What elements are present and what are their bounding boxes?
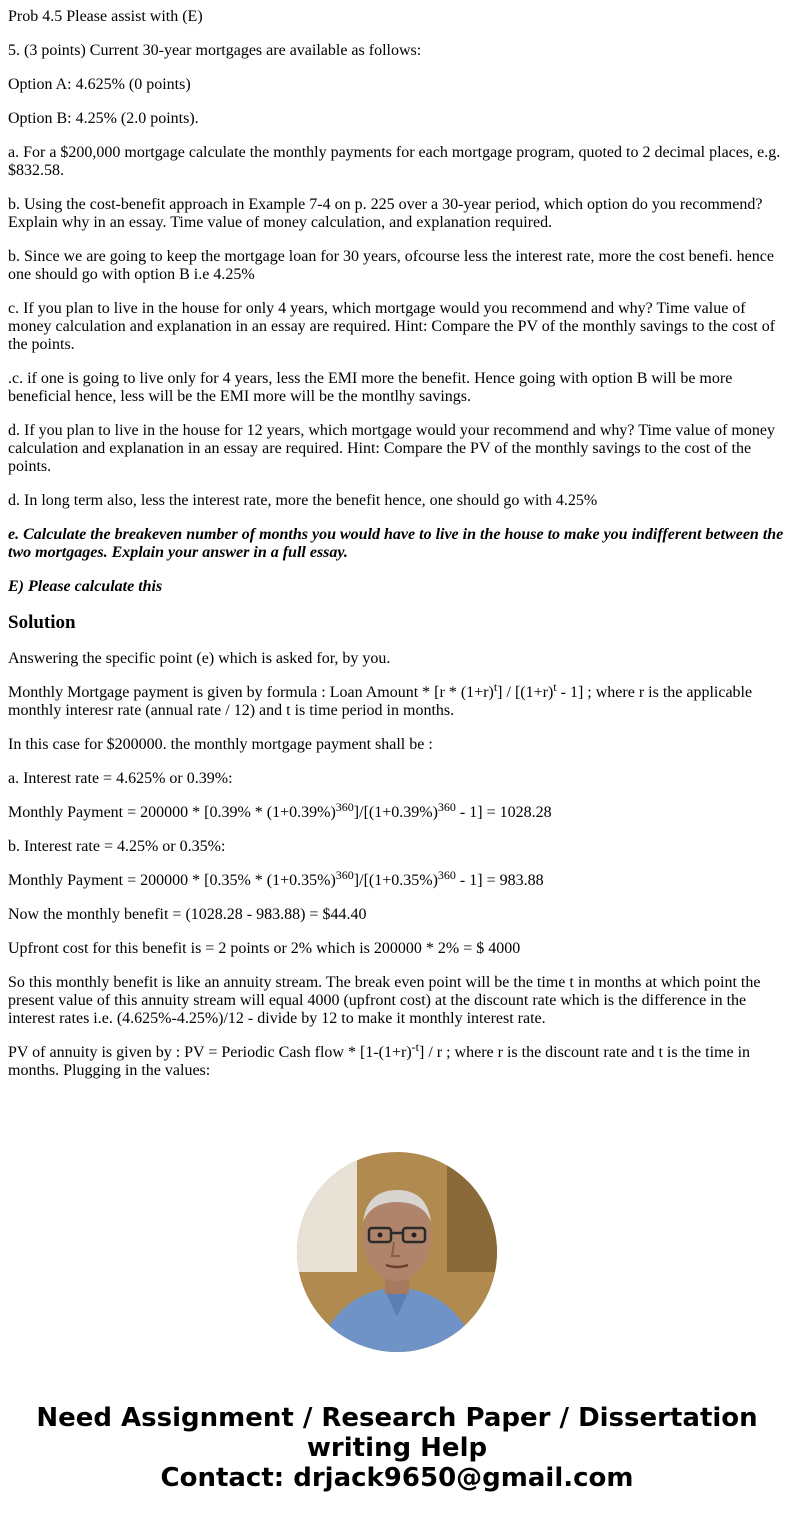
option-b: Option B: 4.25% (2.0 points).	[8, 110, 199, 127]
formula-exponent-2: t	[553, 680, 557, 694]
question-b: b. Using the cost-benefit approach in Example 7-4 on p. 225 over a 30-year period, which option do you recommend? Explain why in an essay. Time value of money calculation, and explanation required.	[8, 196, 763, 231]
problem-title: Prob 4.5 Please assist with (E)	[8, 8, 203, 25]
formula-exponent-1: t	[493, 680, 498, 694]
payment-b-exponent-2: 360	[437, 868, 456, 882]
payment-a-text-c: - 1] = 1028.28	[455, 804, 552, 821]
monthly-benefit: Now the monthly benefit = (1028.28 - 983.88) = $44.40	[8, 906, 367, 923]
payment-a-text-b: ]/[(1+0.39%)	[353, 804, 438, 821]
formula-text-b: ] / [(1+r)	[497, 684, 554, 701]
payment-b-text-a: Monthly Payment = 200000 * [0.35% * (1+0.35%)	[8, 872, 336, 889]
annuity-explanation: So this monthly benefit is like an annuity stream. The break even point will be the time t in months at which point the present value of this annuity stream will equal 4000 (upfront cost) at the discount rate which is the difference in the interest rates i.e. (4.625%-4.25%)/12 - divide by 12 to make it monthly interest rate.	[8, 974, 761, 1027]
pv-text-a: PV of annuity is given by : PV = Periodic Cash flow * [1-(1+r)	[8, 1044, 412, 1061]
question-a: a. For a $200,000 mortgage calculate the monthly payments for each mortgage program, quoted to 2 decimal places, e.g. $832.58.	[8, 144, 781, 179]
solution-intro: Answering the specific point (e) which is asked for, by you.	[8, 650, 391, 667]
pv-exponent: -t	[411, 1040, 419, 1054]
formula-paragraph	[8, 680, 786, 720]
payment-b-exponent-1: 360	[335, 868, 354, 882]
question-e: e. Calculate the breakeven number of months you would have to live in the house to make you indifferent between the two mortgages. Explain your answer in a full essay.	[8, 526, 784, 561]
payment-b-text-c: - 1] = 983.88	[455, 872, 544, 889]
question-d: d. If you plan to live in the house for 12 years, which mortgage would your recommend and why? Time value of money calculation and explanation in an essay are required. Hint: Compare the PV of the monthly savings to the cost of the points.	[8, 422, 775, 475]
avatar-illustration	[297, 1152, 497, 1352]
door-frame	[447, 1162, 497, 1272]
pv-formula	[8, 1040, 786, 1080]
rate-a: a. Interest rate = 4.625% or 0.39%:	[8, 770, 233, 787]
question-c: c. If you plan to live in the house for only 4 years, which mortgage would you recommend and why? Time value of money calculation and explanation in an essay are required. Hint: Compare the PV of the monthly savings to the cost of the points.	[8, 300, 776, 353]
formula-text-a: Monthly Mortgage payment is given by formula : Loan Amount * [r * (1+r)	[8, 684, 494, 701]
payment-a-exponent-1: 360	[335, 800, 354, 814]
footer-contact: Contact: drjack9650@gmail.com	[160, 1463, 634, 1493]
payment-a-exponent-2: 360	[437, 800, 456, 814]
document-body	[8, 8, 786, 1096]
request-e: E) Please calculate this	[8, 578, 163, 595]
formula-text-c: - 1] ; where r is the applicable monthly interesr rate (annual rate / 12) and t is time period in months.	[8, 684, 753, 719]
light-wall-panel	[297, 1152, 357, 1272]
solution-heading: Solution	[8, 612, 76, 633]
option-a: Option A: 4.625% (0 points)	[8, 76, 191, 93]
payment-a-text-a: Monthly Payment = 200000 * [0.39% * (1+0.39%)	[8, 804, 336, 821]
rate-b: b. Interest rate = 4.25% or 0.35%:	[8, 838, 226, 855]
payment-b	[8, 868, 786, 890]
footer-line-1: Need Assignment / Research Paper / Dissertation	[36, 1403, 758, 1433]
answer-c: .c. if one is going to live only for 4 years, less the EMI more the benefit. Hence going with option B will be more beneficial hence, less will be the EMI more will be the montlhy savings.	[8, 370, 733, 405]
payment-a	[8, 800, 786, 822]
answer-b: b. Since we are going to keep the mortgage loan for 30 years, ofcourse less the interest rate, more the cost benefi. hence one should go with option B i.e 4.25%	[8, 248, 774, 283]
answer-d: d. In long term also, less the interest rate, more the benefit hence, one should go with 4.25%	[8, 492, 598, 509]
eye-left	[378, 1233, 383, 1238]
pv-text-b: ] / r ; where r is the discount rate and t is the time in months. Plugging in the values:	[8, 1044, 751, 1079]
problem-intro: 5. (3 points) Current 30-year mortgages are available as follows:	[8, 42, 422, 59]
payment-intro: In this case for $200000. the monthly mortgage payment shall be :	[8, 736, 433, 753]
promo-footer	[0, 1403, 794, 1493]
tutor-avatar-photo	[297, 1152, 497, 1352]
eye-right	[412, 1233, 417, 1238]
footer-line-2: writing Help	[306, 1433, 488, 1463]
payment-b-text-b: ]/[(1+0.35%)	[353, 872, 438, 889]
upfront-cost: Upfront cost for this benefit is = 2 points or 2% which is 200000 * 2% = $ 4000	[8, 940, 521, 957]
